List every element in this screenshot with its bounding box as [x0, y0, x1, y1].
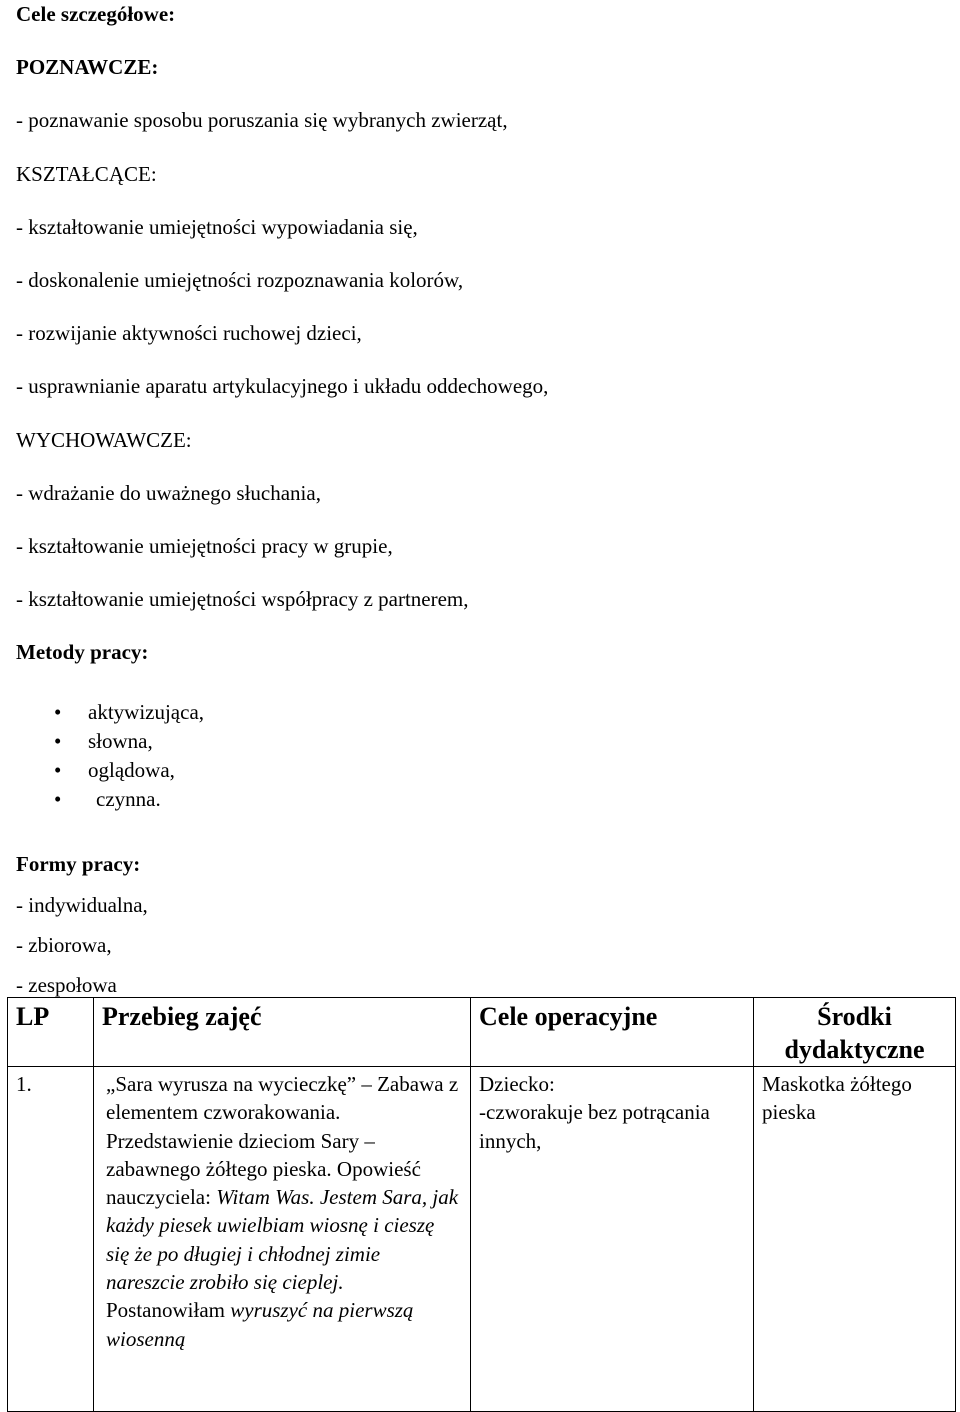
- list-item: - wdrażanie do uważnego słuchania,: [16, 480, 321, 505]
- cele-text: -czworakuje bez potrącania innych,: [479, 1100, 710, 1153]
- cell-srodki: Maskotka żółtego pieska: [754, 1067, 956, 1412]
- doc-heading: Cele szczegółowe:: [16, 2, 176, 26]
- przebieg-mixed: Postanowiłam: [106, 1298, 225, 1323]
- header-przebieg: Przebieg zajęć: [94, 998, 471, 1067]
- forms-title: Formy pracy:: [16, 852, 141, 877]
- table-row: [8, 1067, 956, 1412]
- przebieg-italic: Witam Was. Jestem Sara, jak każdy piesek uwielbiam wiosnę i cieszę się że po długiej i chłodnej zimie nareszcie zrobiło się cieplej.: [106, 1185, 459, 1295]
- methods-list: [16, 698, 956, 814]
- section-title-ksztalcace: KSZTAŁCĄCE:: [16, 161, 157, 186]
- list-item: • czynna.: [16, 785, 956, 814]
- cell-lp: 1.: [8, 1067, 94, 1412]
- list-item: • oglądowa,: [16, 756, 956, 785]
- header-srodki-line2: dydaktyczne: [784, 1035, 925, 1064]
- list-item: - kształtowanie umiejętności współpracy z partnerem,: [16, 587, 469, 612]
- section-title-wychowawcze: WYCHOWAWCZE:: [16, 427, 192, 452]
- list-item: - rozwijanie aktywności ruchowej dzieci,: [16, 321, 362, 346]
- list-item: - zespołowa: [16, 973, 117, 997]
- przebieg-italic2: wyruszyć na pierwszą wiosenną: [106, 1298, 414, 1351]
- list-item: - kształtowanie umiejętności pracy w grupie,: [16, 533, 393, 558]
- list-item: - kształtowanie umiejętności wypowiadania się,: [16, 214, 418, 239]
- lesson-plan-table: [7, 997, 956, 1412]
- header-lp: LP: [8, 998, 94, 1067]
- header-srodki: [754, 998, 956, 1067]
- header-srodki-line1: Środki: [817, 1002, 892, 1031]
- list-item: • słowna,: [16, 727, 956, 756]
- list-item: - indywidualna,: [16, 892, 148, 917]
- cell-przebieg: [94, 1067, 471, 1412]
- methods-title: Metody pracy:: [16, 640, 149, 665]
- list-item: - doskonalenie umiejętności rozpoznawania kolorów,: [16, 267, 464, 292]
- przebieg-title: „Sara wyrusza na wycieczkę” –: [106, 1072, 372, 1096]
- table-header-row: [8, 998, 956, 1067]
- list-item: • aktywizująca,: [16, 698, 956, 727]
- section-title-poznawcze: POZNAWCZE:: [16, 55, 159, 80]
- list-item: - usprawnianie aparatu artykulacyjnego i układu oddechowego,: [16, 374, 549, 399]
- cell-cele: [471, 1067, 754, 1412]
- przebieg-text: Zabawa z elementem czworakowania. Przedstawienie dzieciom Sary – zabawnego żółtego pieska. Opowieść nauczyciela:: [106, 1072, 459, 1210]
- document-body: [16, 0, 956, 998]
- list-item: - zbiorowa,: [16, 932, 112, 957]
- list-item: - poznawanie sposobu poruszania się wybranych zwierząt,: [16, 108, 508, 133]
- cele-label: Dziecko:: [479, 1072, 555, 1096]
- header-cele: Cele operacyjne: [471, 998, 754, 1067]
